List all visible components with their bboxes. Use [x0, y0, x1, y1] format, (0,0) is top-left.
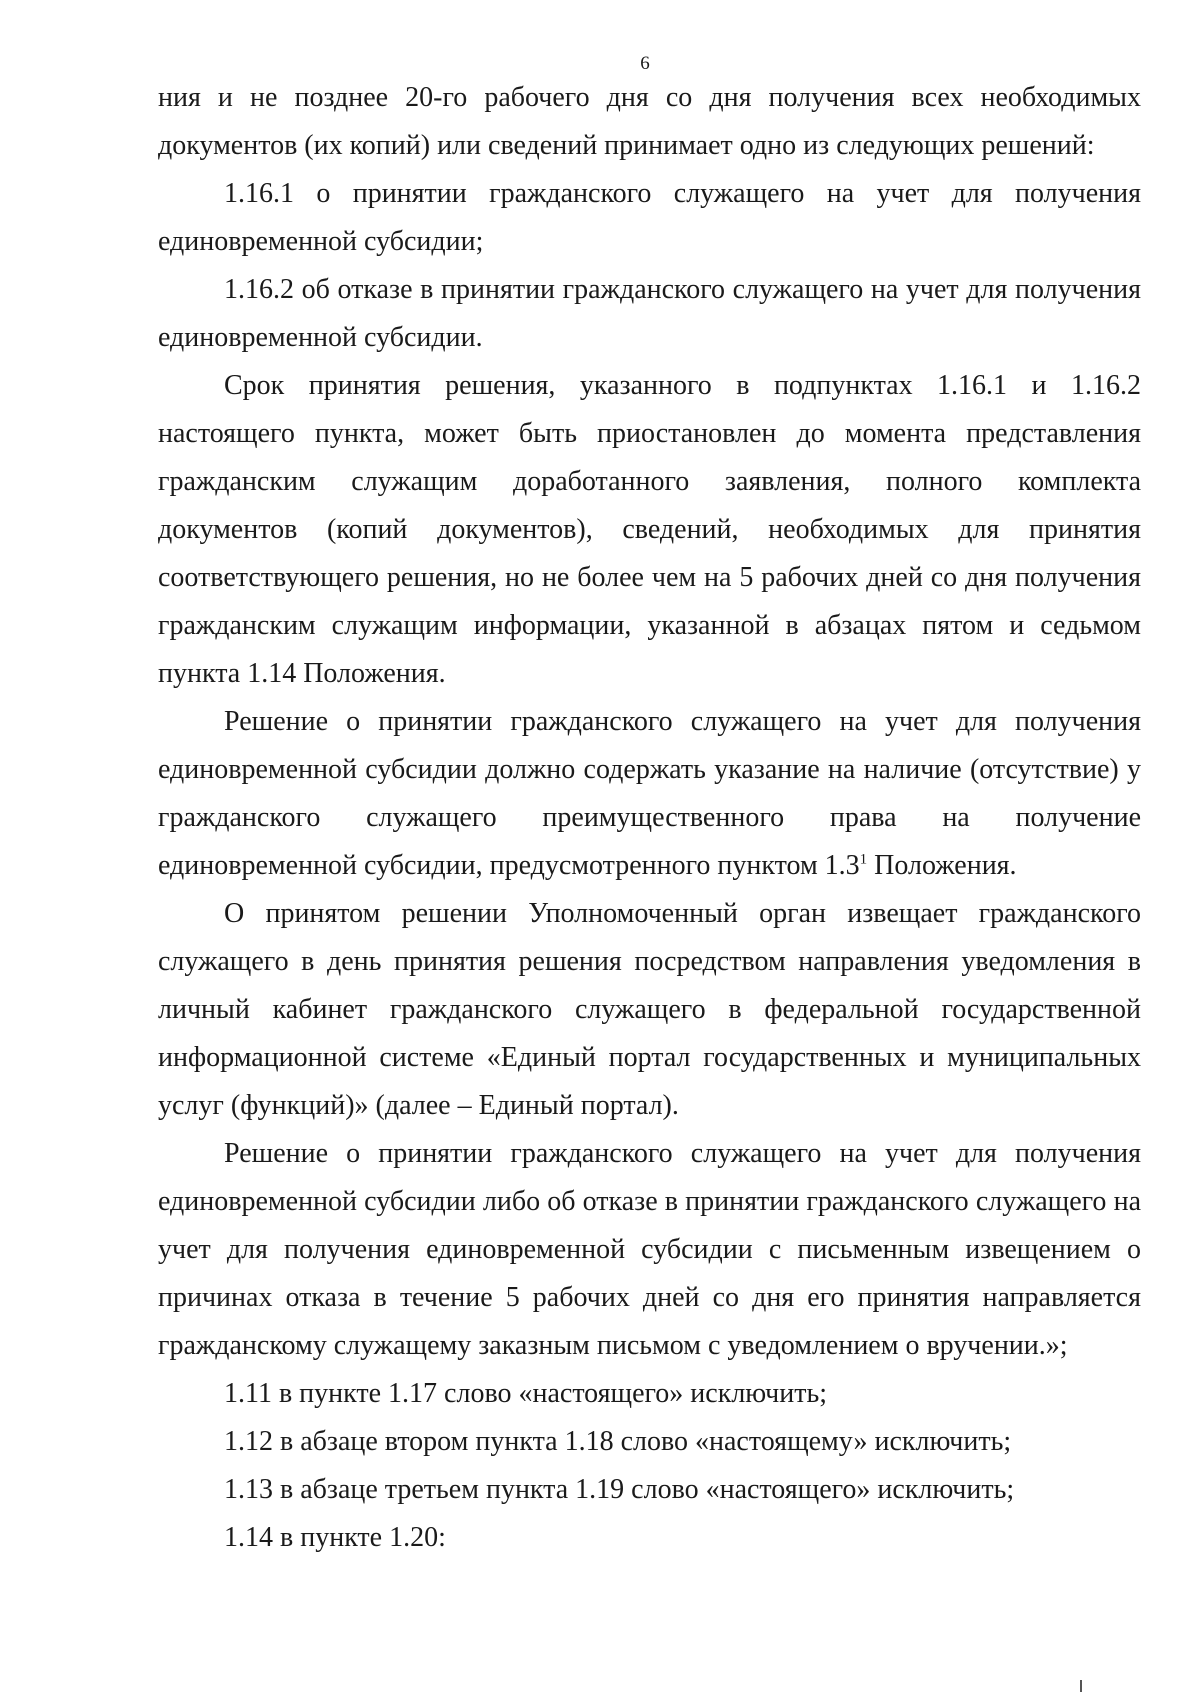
superscript-index: 1: [859, 851, 868, 868]
paragraph-mailing: Решение о принятии гражданского служащего на учет для получения единовременной субсидии либо об отказе в принятии гражданского служащего на учет для получения единовременной субсидии с письменным извещением о причинах отказа в течение 5 рабочих дней со дня его принятия направляется гражданскому служащему заказным письмом с уведомлением о вручении.»;: [158, 1138, 1141, 1361]
paragraph-decision-content-tail: Положения.: [867, 850, 1017, 881]
paragraph-decision-content-text: Решение о принятии гражданского служащего на учет для получения единовременной субсидии должно содержать указание на наличие (отсутствие) у гражданского служащего преимущественного права на получение единовременной субсидии, предусмотренного пунктом 1.3: [158, 706, 1141, 881]
list-item: 1.14 в пункте 1.20:: [224, 1522, 446, 1553]
list-item: 1.11 в пункте 1.17 слово «настоящего» исключить;: [224, 1378, 827, 1409]
list-item: 1.13 в абзаце третьем пункта 1.19 слово «настоящего» исключить;: [224, 1474, 1015, 1505]
document-body: [158, 74, 1141, 1562]
scan-mark: [1080, 1680, 1082, 1692]
paragraph-notification: О принятом решении Уполномоченный орган извещает гражданского служащего в день принятия решения посредством направления уведомления в личный кабинет гражданского служащего в федеральной государственной информационной системе «Единый портал государственных и муниципальных услуг (функций)» (далее – Единый портал).: [158, 898, 1141, 1121]
paragraph-decision-term: Срок принятия решения, указанного в подпунктах 1.16.1 и 1.16.2 настоящего пункта, может быть приостановлен до момента представления гражданским служащим доработанного заявления, полного комплекта документов (копий документов), сведений, необходимых для принятия соответствующего решения, но не более чем на 5 рабочих дней со дня получения гражданским служащим информации, указанной в абзацах пятом и седьмом пункта 1.14 Положения.: [158, 370, 1141, 689]
paragraph-continuation: ния и не позднее 20-го рабочего дня со дня получения всех необходимых документов (их копий) или сведений принимает одно из следующих решений:: [158, 82, 1141, 161]
paragraph-decision-content: [158, 698, 1141, 890]
paragraph-subitem-1-16-1: 1.16.1 о принятии гражданского служащего на учет для получения единовременной субсидии;: [158, 178, 1141, 257]
page-number: 6: [640, 53, 650, 74]
paragraph-subitem-1-16-2: 1.16.2 об отказе в принятии гражданского служащего на учет для получения единовременной субсидии.: [158, 274, 1141, 353]
list-item: 1.12 в абзаце втором пункта 1.18 слово «настоящему» исключить;: [224, 1426, 1012, 1457]
